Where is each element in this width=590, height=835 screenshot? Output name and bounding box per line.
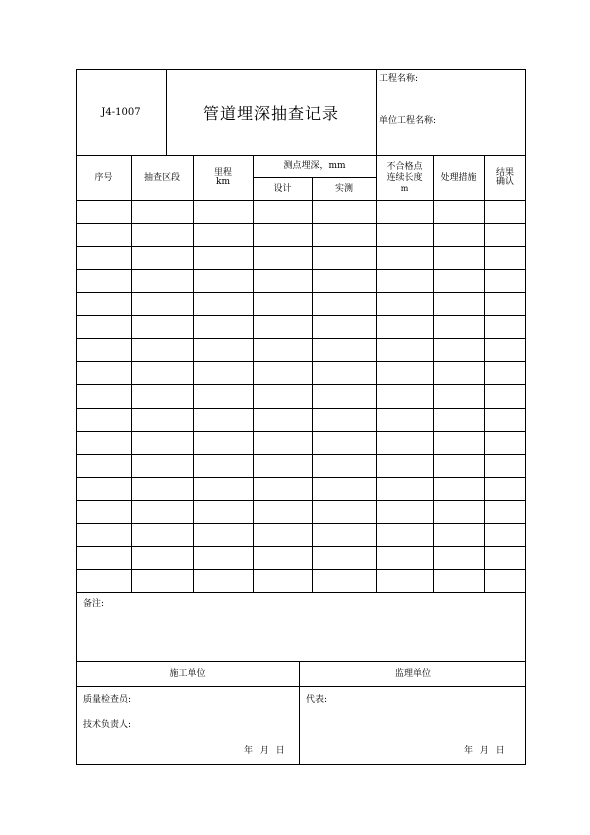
col-measured: 实测 <box>334 183 353 194</box>
col-line-1 <box>131 155 132 593</box>
col-confirm-2: 确认 <box>495 177 514 187</box>
table-row-divider <box>76 315 526 316</box>
page-title: 管道埋深抽查记录 <box>202 104 339 123</box>
table-row-divider <box>76 523 526 524</box>
table-row-divider <box>76 292 526 293</box>
form-code: J4-1007 <box>101 107 141 118</box>
table-row-divider <box>76 546 526 547</box>
col-nonconform-2: 连续长度 <box>386 173 423 183</box>
col-mileage: 里程 <box>213 168 232 178</box>
table-row-divider <box>76 269 526 270</box>
col-depth: 测点埋深，mm <box>283 161 346 171</box>
border-bottom <box>76 764 526 765</box>
remarks-label: 备注: <box>83 599 105 609</box>
footer-header-bottom <box>76 686 526 687</box>
table-row-divider <box>76 500 526 501</box>
col-line-6 <box>433 155 434 593</box>
tech-lead-label: 技术负责人: <box>83 720 132 730</box>
remarks-top <box>76 592 526 593</box>
col-line-5 <box>376 155 377 593</box>
table-row-divider <box>76 223 526 224</box>
col-line-2 <box>193 155 194 593</box>
table-header-bottom <box>76 200 526 201</box>
table-row-divider <box>76 338 526 339</box>
table-row-divider <box>76 431 526 432</box>
col-line-7 <box>484 155 485 593</box>
col-measures: 处理措施 <box>440 172 477 183</box>
col-nonconform-1: 不合格点 <box>386 162 423 172</box>
table-row-divider <box>76 246 526 247</box>
date-right: 年 月 日 <box>464 746 505 756</box>
supervision-unit-label: 监理单位 <box>394 668 431 679</box>
col-line-4 <box>312 177 313 593</box>
table-row-divider <box>76 384 526 385</box>
table-row-divider <box>76 408 526 409</box>
header-divider-2 <box>376 69 377 156</box>
col-nonconform-unit: m <box>400 184 409 193</box>
col-design: 设计 <box>273 183 292 194</box>
unit-project-name-label: 单位工程名称: <box>379 116 437 126</box>
quality-inspector-label: 质量检查员: <box>83 695 132 705</box>
col-section: 抽查区段 <box>143 172 180 183</box>
date-left: 年 月 日 <box>244 746 285 756</box>
table-row-divider <box>76 569 526 570</box>
table-row-divider <box>76 361 526 362</box>
col-mileage-unit: km <box>216 177 230 187</box>
representative-label: 代表: <box>306 695 328 705</box>
table-row-divider <box>76 477 526 478</box>
col-confirm-1: 结果 <box>495 168 514 178</box>
table-row-divider <box>76 454 526 455</box>
project-name-label: 工程名称: <box>379 74 419 84</box>
record-sheet <box>76 69 526 765</box>
col-line-3 <box>253 155 254 593</box>
construction-unit-label: 施工单位 <box>169 668 206 679</box>
col-seq: 序号 <box>94 172 113 183</box>
